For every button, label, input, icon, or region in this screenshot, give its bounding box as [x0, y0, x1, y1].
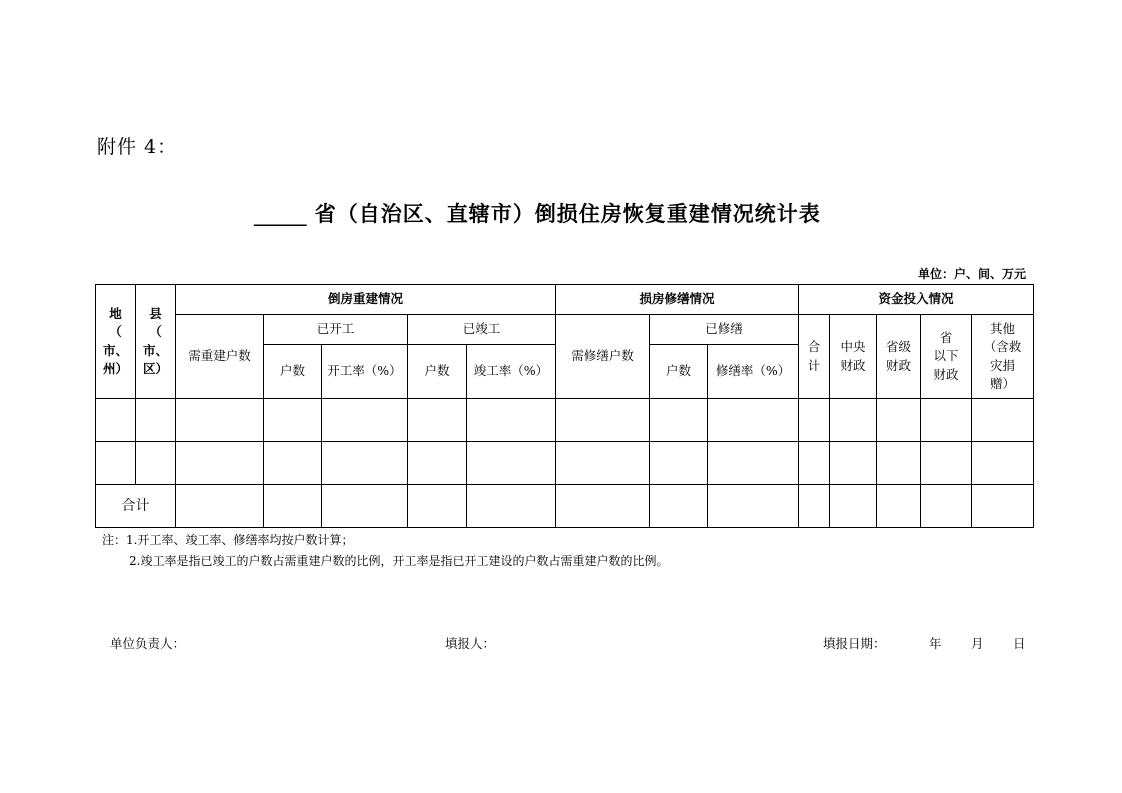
- table-cell[interactable]: [877, 399, 921, 442]
- header-fund-other: 其他 （含救 灾捐 赠）: [972, 315, 1034, 399]
- header-completed-households: 户数: [408, 345, 467, 399]
- page-title: [0, 198, 1122, 228]
- note-line-2: 2.竣工率是指已竣工的户数占需重建户数的比例，开工率是指已开工建设的户数占需重建户数的比例。: [129, 554, 669, 568]
- table-cell[interactable]: [322, 485, 408, 528]
- table-cell[interactable]: [176, 399, 264, 442]
- table-cell[interactable]: [799, 485, 830, 528]
- header-start-rate: 开工率（%）: [322, 345, 408, 399]
- table-cell[interactable]: [136, 399, 176, 442]
- title-blank: _____: [254, 202, 307, 226]
- table-row: [96, 399, 1034, 442]
- table-cell[interactable]: [650, 485, 708, 528]
- table-cell[interactable]: [921, 442, 972, 485]
- header-need-repair: 需修缮户数: [556, 315, 650, 399]
- table-cell[interactable]: [408, 485, 467, 528]
- header-fund-total: 合 计: [799, 315, 830, 399]
- table-cell[interactable]: [877, 485, 921, 528]
- header-county: 县 （ 市、 区）: [136, 285, 176, 399]
- table-cell[interactable]: [799, 442, 830, 485]
- header-fund-below: 省 以下 财政: [921, 315, 972, 399]
- table-cell[interactable]: [322, 442, 408, 485]
- table-cell[interactable]: [136, 442, 176, 485]
- table-cell[interactable]: [467, 442, 556, 485]
- table-cell[interactable]: [467, 485, 556, 528]
- table-cell[interactable]: [556, 442, 650, 485]
- footer-date-label: 填报日期：: [823, 636, 886, 651]
- table-cell[interactable]: [176, 442, 264, 485]
- header-fund-provincial: 省级 财政: [877, 315, 921, 399]
- header-repaired: 已修缮: [650, 315, 799, 345]
- table-cell[interactable]: [556, 485, 650, 528]
- table-row: [96, 442, 1034, 485]
- header-region: 地 （ 市、 州）: [96, 285, 136, 399]
- table-cell[interactable]: [650, 442, 708, 485]
- total-row-label: 合计: [96, 485, 176, 528]
- header-group-funds: 资金投入情况: [799, 285, 1034, 315]
- header-fund-central: 中央 财政: [830, 315, 877, 399]
- note-line-1: 注：1.开工率、竣工率、修缮率均按户数计算；: [102, 533, 354, 547]
- header-repaired-households: 户数: [650, 345, 708, 399]
- table-cell[interactable]: [972, 442, 1034, 485]
- table-cell[interactable]: [264, 485, 322, 528]
- footer-month: 月: [971, 636, 984, 651]
- footer-filler: 填报人：: [445, 636, 496, 651]
- table-cell[interactable]: [830, 485, 877, 528]
- table-cell[interactable]: [830, 399, 877, 442]
- header-group-rebuild: 倒房重建情况: [176, 285, 556, 315]
- header-repair-rate: 修缮率（%）: [708, 345, 799, 399]
- header-started: 已开工: [264, 315, 408, 345]
- header-completed: 已竣工: [408, 315, 556, 345]
- table-cell[interactable]: [408, 442, 467, 485]
- header-need-rebuild: 需重建户数: [176, 315, 264, 399]
- table-cell[interactable]: [96, 399, 136, 442]
- table-cell[interactable]: [708, 442, 799, 485]
- table-cell[interactable]: [708, 399, 799, 442]
- header-completion-rate: 竣工率（%）: [467, 345, 556, 399]
- footer-responsible: 单位负责人：: [110, 636, 186, 651]
- statistics-table: [95, 284, 1034, 528]
- unit-label: 单位：户、间、万元: [917, 267, 1026, 281]
- table-cell[interactable]: [708, 485, 799, 528]
- table-cell[interactable]: [877, 442, 921, 485]
- total-row: [96, 485, 1034, 528]
- table-cell[interactable]: [921, 485, 972, 528]
- table-cell[interactable]: [830, 442, 877, 485]
- table-cell[interactable]: [972, 485, 1034, 528]
- table-cell[interactable]: [96, 442, 136, 485]
- footer-day: 日: [1013, 636, 1026, 651]
- attachment-label: 附件 4：: [97, 136, 178, 158]
- table-cell[interactable]: [972, 399, 1034, 442]
- table-cell[interactable]: [264, 442, 322, 485]
- table-cell[interactable]: [264, 399, 322, 442]
- footer-year: 年: [929, 636, 942, 651]
- table-cell[interactable]: [799, 399, 830, 442]
- table-cell[interactable]: [921, 399, 972, 442]
- header-started-households: 户数: [264, 345, 322, 399]
- table-cell[interactable]: [322, 399, 408, 442]
- table-cell[interactable]: [467, 399, 556, 442]
- title-text: 省（自治区、直辖市）倒损住房恢复重建情况统计表: [306, 202, 821, 226]
- notes: [102, 530, 668, 572]
- table-cell[interactable]: [650, 399, 708, 442]
- table-cell[interactable]: [556, 399, 650, 442]
- header-group-repair: 损房修缮情况: [556, 285, 799, 315]
- table-cell[interactable]: [408, 399, 467, 442]
- table-cell[interactable]: [176, 485, 264, 528]
